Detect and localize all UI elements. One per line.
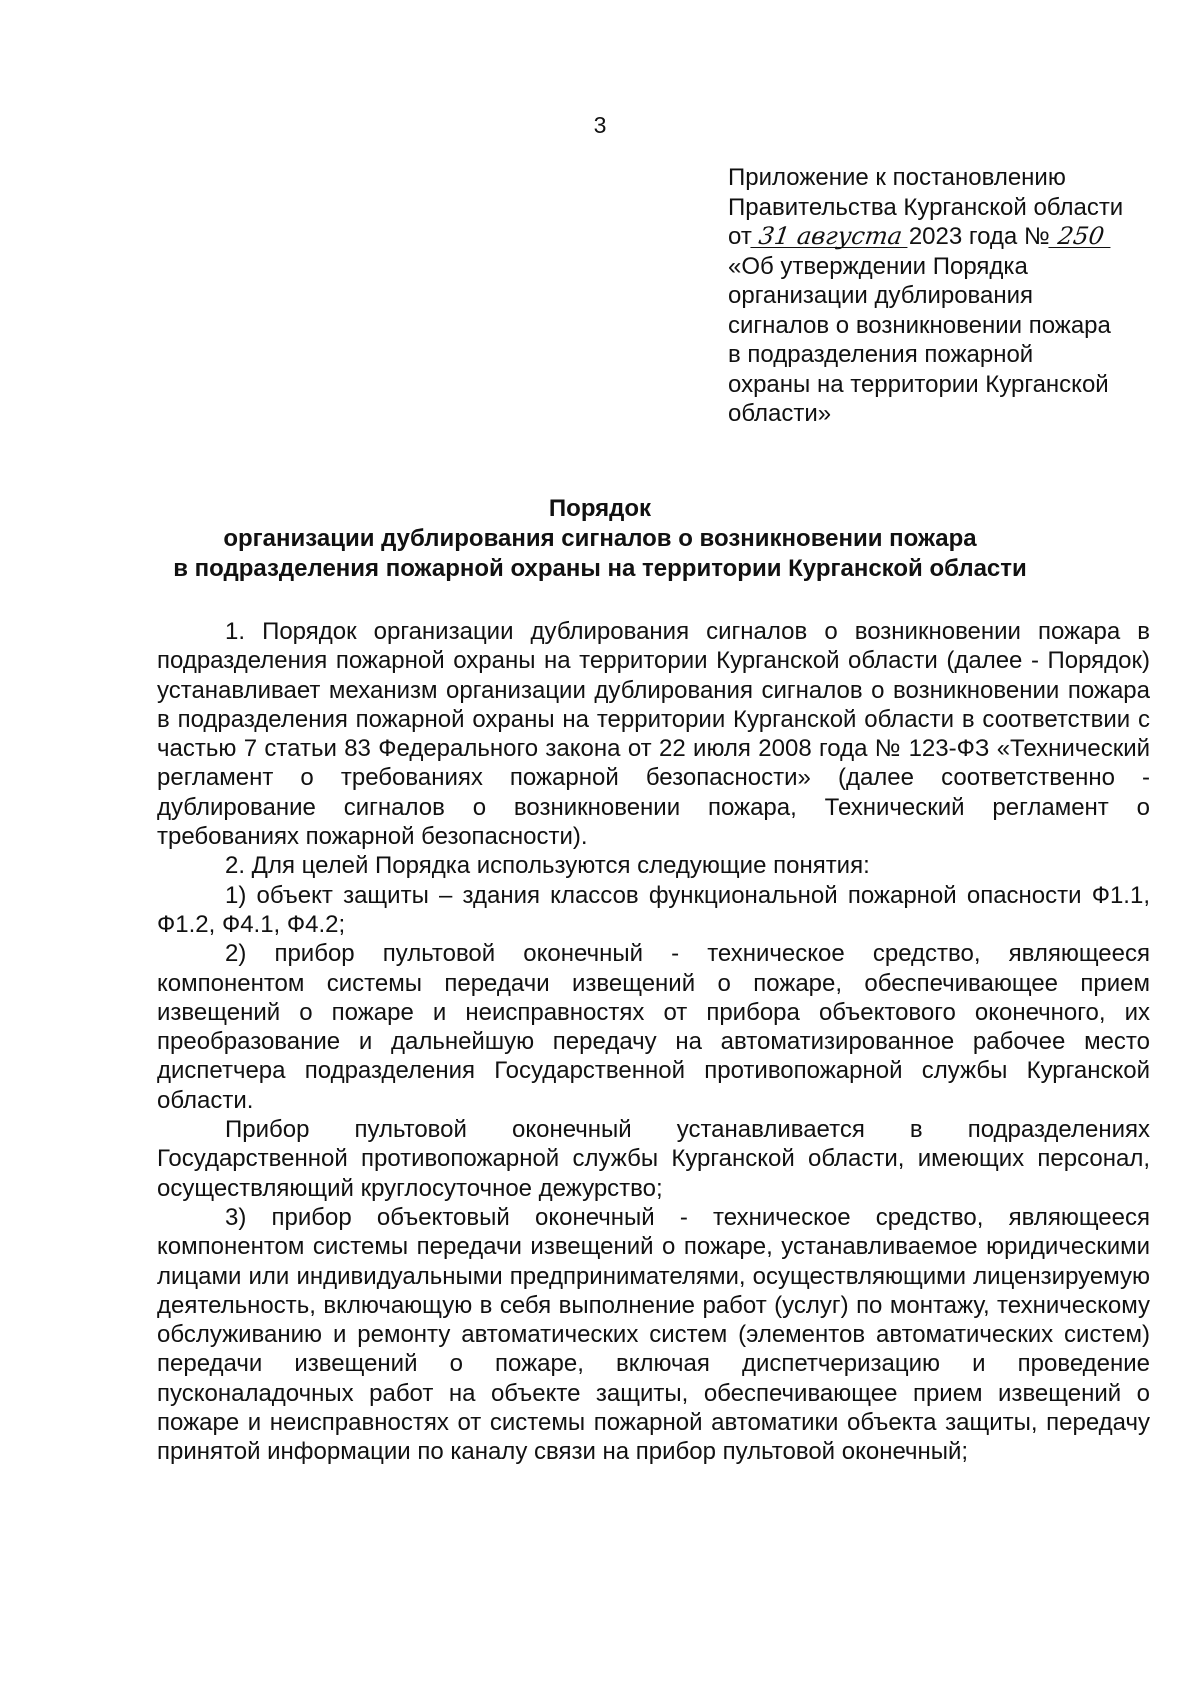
appendix-line: «Об утверждении Порядка	[728, 252, 1028, 280]
appendix-from-prefix: от	[728, 223, 752, 250]
appendix-year-text: 2023 года №	[908, 223, 1050, 250]
appendix-line: области»	[728, 400, 832, 427]
title-line: организации дублирования сигналов о возникновении пожара	[223, 525, 977, 552]
appendix-line: в подразделения пожарной	[728, 341, 1034, 368]
appendix-line: Приложение к постановлению	[728, 164, 1066, 191]
handwritten-number: 250	[1048, 225, 1113, 248]
appendix-line: охраны на территории Курганской	[728, 370, 1109, 398]
title-line: Порядок	[548, 495, 652, 522]
paragraph: 3) прибор объектовый оконечный - техническое средство, являющееся компонентом системы передачи извещений о пожаре, устанавливаемое юридическими лицами или индивидуальными предпринимателями, осуществляющими лицензируемую деятельность, включающую в себя выполнение работ (услуг) по монтажу, техническому обслуживанию и ремонту автоматических систем (элементов автоматических систем) передачи извещений о пожаре, включая диспетчеризацию и проведение пусконаладочных работ на объекте защиты, обеспечивающее прием извещений о пожаре и неисправностях от системы пожарной автоматики объекта защиты, передачу принятой информации по каналу связи на прибор пультовой оконечный;	[157, 1203, 1150, 1466]
paragraph: Прибор пультовой оконечный устанавливается в подразделениях Государственной противопожарной службы Курганской области, имеющих персонал, осуществляющий круглосуточное дежурство;	[157, 1116, 1150, 1202]
paragraph: 1) объект защиты – здания классов функциональной пожарной опасности Ф1.1, Ф1.2, Ф4.1, Ф4.2;	[157, 881, 1150, 938]
document-body	[157, 617, 1150, 1467]
appendix-block	[728, 163, 1168, 429]
paragraph: 1. Порядок организации дублирования сигналов о возникновении пожара в подразделения пожарной охраны на территории Курганской области (далее - Порядок) устанавливает механизм организации дублирования сигналов о возникновении пожара в подразделения пожарной охраны на территории Курганской области в соответствии с частью 7 статьи 83 Федерального закона от 22 июля 2008 года № 123-ФЗ «Технический регламент о требованиях пожарной безопасности» (далее соответственно - дублирование сигналов о возникновении пожара, Технический регламент о требованиях пожарной безопасности).	[157, 618, 1150, 851]
paragraph: 2) прибор пультовой оконечный - техническое средство, являющееся компонентом системы передачи извещений о пожаре, обеспечивающее прием извещений о пожаре и неисправностях от прибора объектового оконечного, их преобразование и дальнейшую передачу на автоматизированное рабочее место диспетчера подразделения Государственной противопожарной службы Курганской области.	[157, 940, 1150, 1114]
appendix-line: сигналов о возникновении пожара	[728, 311, 1111, 339]
page-number: 3	[593, 112, 607, 138]
appendix-line: организации дублирования	[728, 282, 1034, 309]
appendix-line: Правительства Курганской области	[728, 193, 1124, 221]
document-title	[0, 494, 1200, 584]
appendix-date-line	[728, 222, 1168, 252]
paragraph: 2. Для целей Порядка используются следующие понятия:	[225, 852, 870, 880]
title-line: в подразделения пожарной охраны на территории Курганской области	[173, 555, 1027, 582]
handwritten-date: 31 августа	[750, 225, 910, 248]
